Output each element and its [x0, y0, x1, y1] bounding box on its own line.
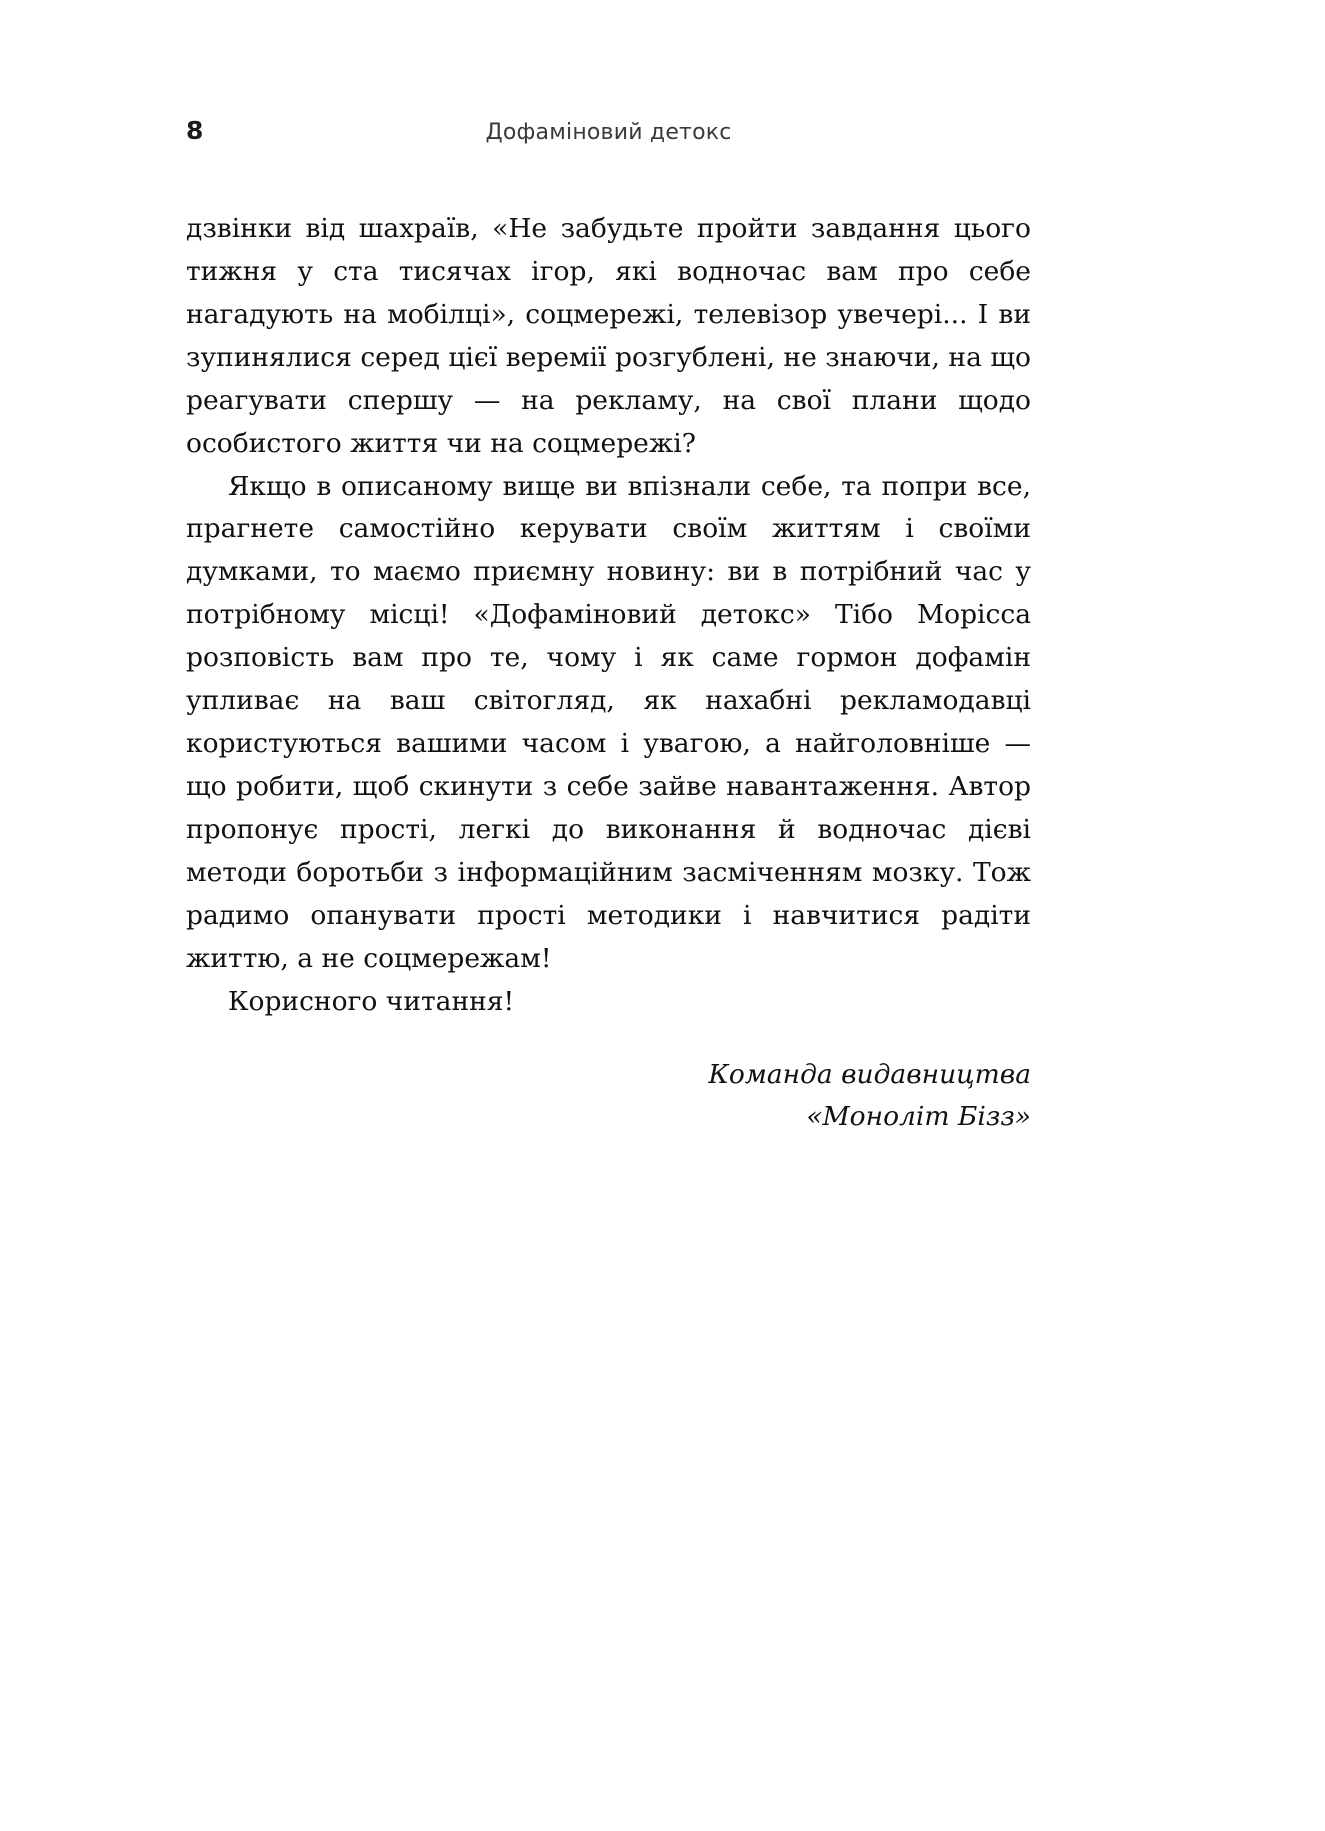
signature-line-2: «Моноліт Бізз»: [806, 1101, 1031, 1133]
paragraph-3: Корисного читання!: [228, 985, 515, 1017]
paragraph-2: Якщо в описаному вище ви впізнали себе, та попри все, прагнете самостійно керувати своїм життям і своїми думками, то маємо приємну новину: ви в потрібний час у потрібному місці! «Дофаміновий детокс» Тібо Морісса розповість вам про те, чому і як саме гормон дофамін упливає на ваш світогляд, як нахабні рекламодавці користуються вашими часом і увагою, а найголовніше — що робити, щоб скинути з себе зайве навантаження. Автор пропонує прості, легкі до виконання й водночас дієві методи боротьби з інформаційним засміченням мозку. Тож радимо опанувати прості методики і навчитися радіти життю, а не соцмережам!: [186, 470, 1031, 974]
body-text: [186, 208, 1031, 1024]
running-title: Дофаміновий детокс: [485, 120, 732, 145]
paragraph-1: дзвінки від шахраїв, «Не забудьте пройти завдання цього тижня у ста тисячах ігор, які водночас вам про себе нагадують на мобілці», соцмережі, телевізор увечері... І ви зупинялися серед цієї веремії розгублені, не знаючи, на що реагувати спершу — на рекламу, на свої плани щодо особистого життя чи на соцмережі?: [186, 213, 1031, 459]
page-content-area: [186, 118, 1031, 1139]
signature-line-1: Команда видавництва: [708, 1058, 1031, 1090]
page-number: 8: [186, 116, 204, 145]
signature-block: [186, 1054, 1031, 1140]
running-head: [186, 118, 1031, 162]
